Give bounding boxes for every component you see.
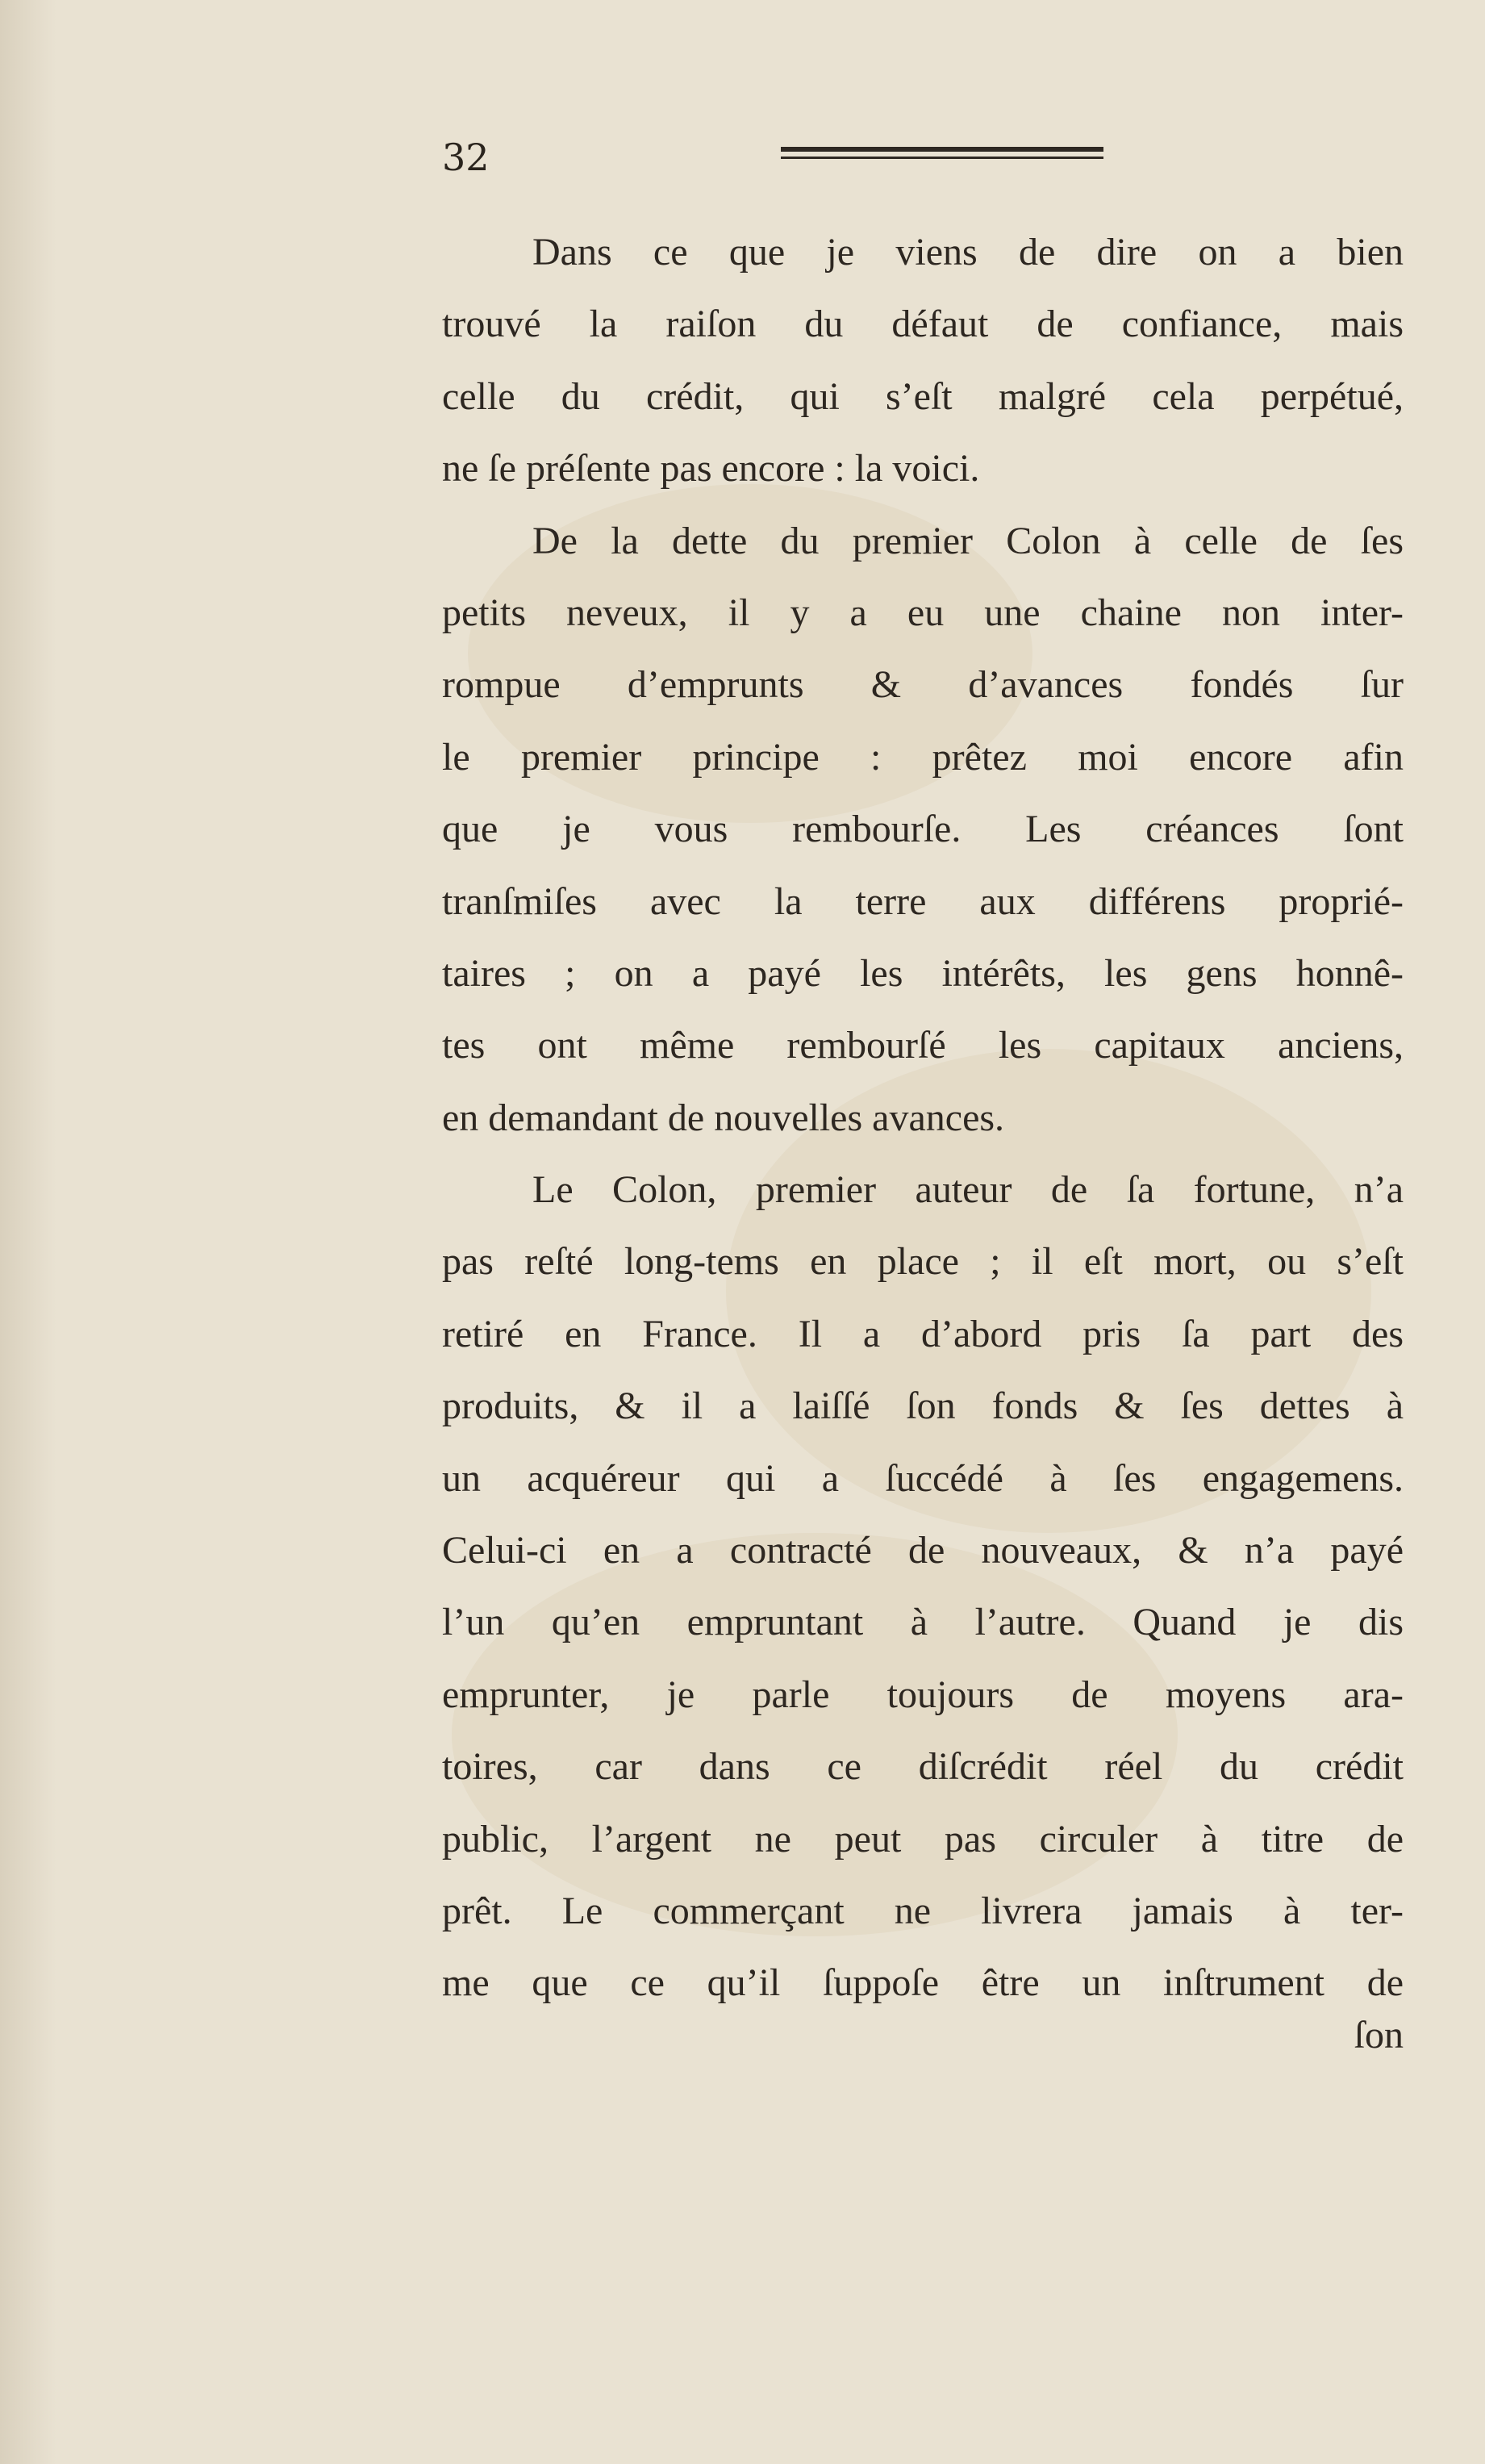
header-rule xyxy=(781,147,1103,164)
text-line: me que ce qu’il ſuppoſe être un inſtrument de xyxy=(442,1961,1404,2005)
body-text xyxy=(442,216,1404,2019)
page-number: 32 xyxy=(442,136,490,179)
page-gutter-shadow xyxy=(0,0,56,2464)
text-line: un acquéreur qui a ſuccédé à ſes engagemens. xyxy=(442,1456,1404,1500)
text-line: pas reſté long-tems en place ; il eſt mort, ou s’eſt xyxy=(442,1240,1404,1284)
text-line: que je vous rembourſe. Les créances ſont xyxy=(442,808,1404,851)
text-line: en demandant de nouvelles avances. xyxy=(442,1096,1005,1139)
text-line: tes ont même rembourſé les capitaux anciens, xyxy=(442,1024,1404,1067)
header-rule-line-thick xyxy=(781,147,1103,152)
text-line: l’un qu’en empruntant à l’autre. Quand je dis xyxy=(442,1601,1404,1644)
text-line: tranſmiſes avec la terre aux différens proprié- xyxy=(442,879,1404,923)
text-line: prêt. Le commerçant ne livrera jamais à ter- xyxy=(442,1889,1404,1932)
text-line: Dans ce que je viens de dire on a bien xyxy=(532,231,1404,274)
text-line: emprunter, je parle toujours de moyens ara- xyxy=(442,1673,1404,1716)
text-line: petits neveux, il y a eu une chaine non inter- xyxy=(442,591,1404,634)
text-line: public, l’argent ne peut pas circuler à titre de xyxy=(442,1817,1404,1861)
text-line: Le Colon, premier auteur de ſa fortune, n’a xyxy=(532,1168,1404,1212)
text-line: le premier principe : prêtez moi encore afin xyxy=(442,735,1404,779)
catchword: ſon xyxy=(1354,2014,1404,2057)
text-line: taires ; on a payé les intérêts, les gens honnê- xyxy=(442,951,1404,995)
text-line: De la dette du premier Colon à celle de ſes xyxy=(532,519,1404,562)
text-line: produits, & il a laiſſé ſon fonds & ſes dettes à xyxy=(442,1384,1404,1428)
text-line: toires, car dans ce diſcrédit réel du crédit xyxy=(442,1745,1404,1789)
page-header xyxy=(442,129,1434,186)
text-line: Celui-ci en a contracté de nouveaux, & n’a payé xyxy=(442,1529,1404,1572)
text-line: ne ſe préſente pas encore : la voici. xyxy=(442,447,980,491)
text-line: rompue d’emprunts & d’avances fondés ſur xyxy=(442,663,1404,707)
text-line: celle du crédit, qui s’eſt malgré cela perpétué, xyxy=(442,374,1404,418)
text-line: trouvé la raiſon du défaut de confiance, mais xyxy=(442,303,1404,346)
text-line: retiré en France. Il a d’abord pris ſa part des xyxy=(442,1312,1404,1355)
header-rule-line-thin xyxy=(781,157,1103,159)
